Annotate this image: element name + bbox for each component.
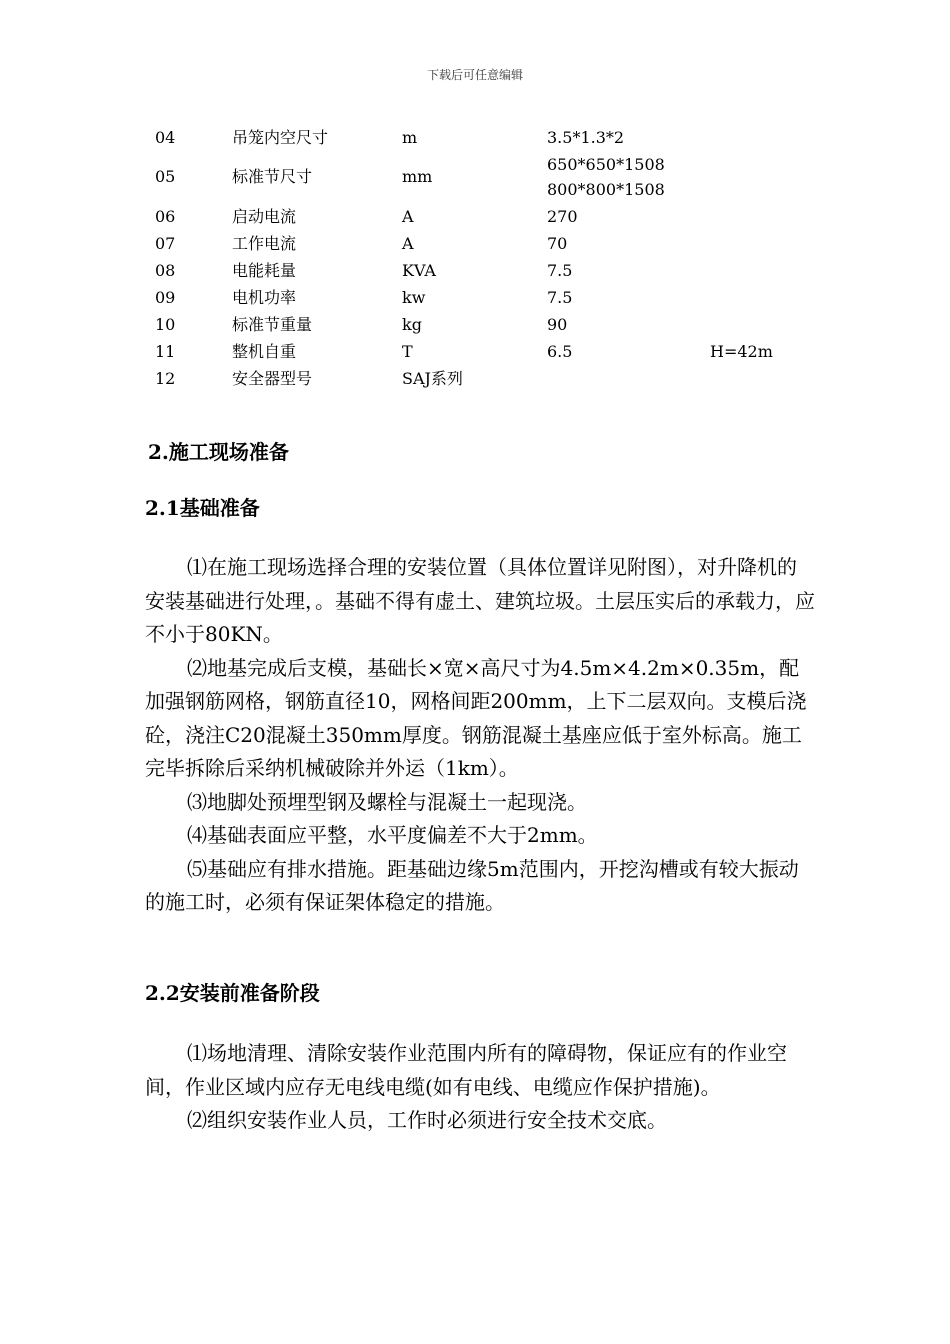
- row-name: 安全器型号: [232, 368, 313, 388]
- row-note: [710, 151, 830, 203]
- row-value: 7.5: [547, 260, 573, 280]
- foundation-prep-body: [145, 551, 815, 920]
- pre-install-body: [145, 1037, 815, 1138]
- row-name: 工作电流: [232, 233, 297, 253]
- row-unit: A: [402, 233, 414, 253]
- row-number: 11: [155, 341, 176, 361]
- row-value: 270: [547, 206, 578, 226]
- paragraph: ⑴场地清理、清除安装作业范围内所有的障碍物，保证应有的作业空间，作业区域内应存无电线电缆(如有电线、电缆应作保护措施)。: [145, 1041, 787, 1099]
- row-name: 启动电流: [232, 206, 297, 226]
- row-number: 04: [155, 127, 176, 147]
- spec-table: [155, 124, 830, 392]
- row-name: 标准节重量: [232, 314, 313, 334]
- table-row: [155, 151, 830, 203]
- table-row: [155, 311, 830, 338]
- row-unit: mm: [402, 167, 433, 186]
- row-unit: T: [402, 341, 413, 361]
- paragraph: ⑷基础表面应平整，水平度偏差不大于2mm。: [187, 823, 598, 847]
- row-value: [547, 365, 710, 392]
- row-value: 90: [547, 314, 568, 334]
- row-value-line: 650*650*1508: [547, 155, 665, 174]
- row-number: 12: [155, 368, 176, 388]
- row-note: [710, 284, 830, 311]
- row-value: 6.5: [547, 341, 573, 361]
- row-number: 05: [155, 167, 176, 186]
- row-note: [710, 203, 830, 230]
- row-name: 电机功率: [232, 287, 297, 307]
- row-name: 标准节尺寸: [232, 167, 313, 186]
- row-value: 70: [547, 233, 568, 253]
- subsection-heading: 2.1基础准备: [145, 496, 260, 520]
- paragraph: ⑵地基完成后支模，基础长×宽×高尺寸为4.5m×4.2m×0.35m，配加强钢筋网格，钢筋直径10，网格间距200mm，上下二层双向。支模后浇砼，浇注C20混凝土350mm厚度。钢筋混凝土基座应低于室外标高。施工完毕拆除后采纳机械破除并外运（1km）。: [145, 655, 807, 780]
- row-unit: kw: [402, 287, 426, 307]
- paragraph: ⑵组织安装作业人员，工作时必须进行安全技术交底。: [187, 1108, 667, 1132]
- row-number: 10: [155, 314, 176, 334]
- paragraph: ⑸基础应有排水措施。距基础边缘5m范围内，开挖沟槽或有较大振动的施工时，必须有保证架体稳定的措施。: [145, 856, 799, 914]
- row-number: 08: [155, 260, 176, 280]
- row-number: 09: [155, 287, 176, 307]
- row-name: 整机自重: [232, 341, 297, 361]
- row-note: [710, 365, 830, 392]
- row-name: 吊笼内空尺寸: [232, 127, 329, 147]
- paragraph: ⑶地脚处预埋型钢及螺栓与混凝土一起现浇。: [187, 789, 587, 814]
- table-row: [155, 124, 830, 151]
- row-value: 7.5: [547, 287, 573, 307]
- row-name: 电能耗量: [232, 260, 297, 280]
- row-number: 06: [155, 206, 176, 226]
- table-row: [155, 203, 830, 230]
- row-note: [710, 124, 830, 151]
- table-row: [155, 338, 830, 365]
- row-unit: m: [402, 127, 418, 147]
- row-note: [710, 311, 830, 338]
- row-value: 3.5*1.3*2: [547, 127, 625, 147]
- row-number: 07: [155, 233, 176, 253]
- row-value-line: 800*800*1508: [547, 180, 665, 199]
- subsection-heading: 2.2安装前准备阶段: [145, 981, 320, 1005]
- paragraph: ⑴在施工现场选择合理的安装位置（具体位置详见附图），对升降机的安装基础进行处理，。基础不得有虚土、建筑垃圾。土层压实后的承载力，应不小于80KN。: [145, 555, 815, 646]
- table-row: [155, 284, 830, 311]
- section-heading: 2.施工现场准备: [148, 440, 289, 464]
- table-row: [155, 365, 830, 392]
- row-unit: KVA: [402, 260, 436, 280]
- row-note: [710, 230, 830, 257]
- table-row: [155, 257, 830, 284]
- row-unit: A: [402, 206, 414, 226]
- row-unit: kg: [402, 314, 422, 334]
- table-row: [155, 230, 830, 257]
- row-value: [547, 151, 710, 203]
- row-note: H=42m: [710, 341, 773, 361]
- row-unit: SAJ系列: [402, 368, 463, 388]
- page-header: 下载后可任意编辑: [426, 68, 523, 82]
- row-note: [710, 257, 830, 284]
